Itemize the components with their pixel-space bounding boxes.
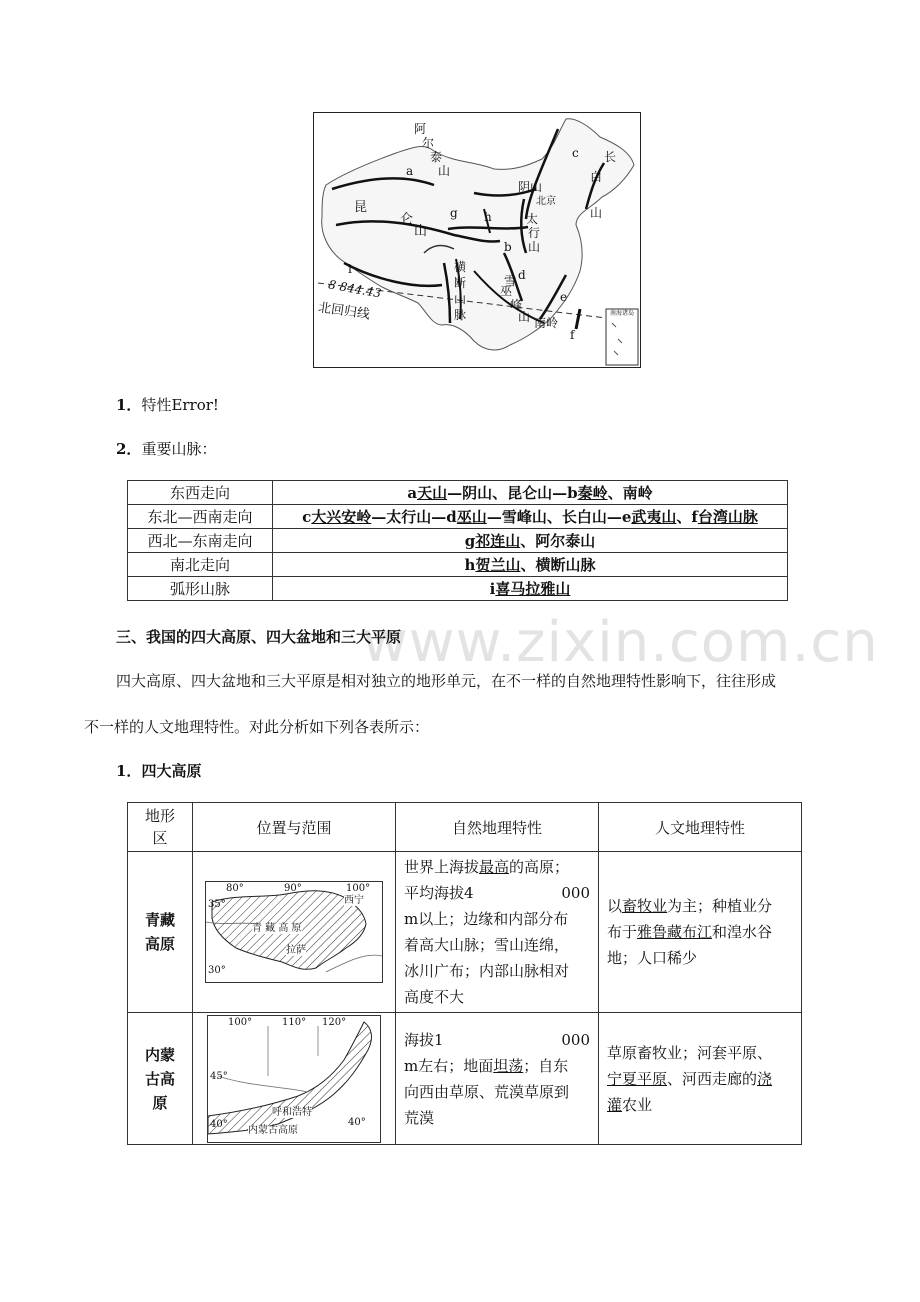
qinghai-tibet-map <box>205 881 383 983</box>
natural-line: m以上；边缘和内部分布 <box>404 910 569 928</box>
human-line: 布于雅鲁藏布江和湟水谷 <box>607 923 773 941</box>
map-label: 山 <box>454 292 467 306</box>
map-label: 80° <box>226 883 244 894</box>
map-label: 太 <box>526 212 539 226</box>
section3-heading: 三、我国的四大高原、四大盆地和三大平原 <box>116 628 402 646</box>
map-label: 35° <box>208 899 226 910</box>
item2-number: 2． <box>116 440 142 458</box>
map-label: 山 <box>438 164 451 178</box>
map-label: 昆 <box>354 200 368 215</box>
ranges-cell: c大兴安岭—太行山—d巫山—雪峰山、长白山—e武夷山、f台湾山脉 <box>273 505 788 529</box>
table-header-row <box>128 803 802 852</box>
natural-line: 世界上海拔最高的高原； <box>404 858 570 876</box>
human-features-cell <box>599 1013 802 1145</box>
map-label: 山 <box>518 310 531 324</box>
ranges-cell: a天山—阴山、昆仑山—b秦岭、南岭 <box>273 481 788 505</box>
map-label: 阴山 <box>518 180 543 194</box>
natural-line: 向西由草原、荒漠草原到 <box>404 1082 570 1101</box>
map-label: 拉萨 <box>286 945 306 956</box>
map-label: 尔 <box>422 136 435 150</box>
map-label: 内蒙古高原 <box>248 1124 298 1136</box>
table-row <box>128 553 788 577</box>
header-cell: 地形 区 <box>128 803 193 852</box>
map-label: 西宁 <box>344 895 364 906</box>
map-label: 30° <box>208 965 226 976</box>
ranges-cell: h贺兰山、横断山脉 <box>273 553 788 577</box>
item1-number: 1． <box>116 396 142 414</box>
map-label: h <box>484 210 492 224</box>
human-line: 草原畜牧业；河套平原、 <box>607 1043 773 1062</box>
map-label: 90° <box>284 883 302 894</box>
map-label: g <box>450 206 458 220</box>
direction-cell: 东西走向 <box>128 481 273 505</box>
item3 <box>116 762 201 780</box>
map-label: b <box>504 240 512 254</box>
natural-line: 着高大山脉；雪山连绵， <box>404 936 570 954</box>
map-label: 脉 <box>454 308 467 322</box>
ranges-cell: i喜马拉雅山 <box>273 577 788 601</box>
china-mountains-map <box>313 112 641 368</box>
map-label: 长 <box>604 150 617 164</box>
natural-features-cell <box>396 852 599 1013</box>
map-label: c <box>572 146 579 160</box>
map-label: a <box>406 164 414 178</box>
table-row <box>128 577 788 601</box>
ranges-cell: g祁连山、阿尔泰山 <box>273 529 788 553</box>
item1-text: 特性Error! <box>141 396 219 414</box>
map-label: 40° <box>210 1118 228 1130</box>
map-label: 南岭 <box>534 316 559 330</box>
map-label: i <box>348 262 352 276</box>
natural-line: m左右；地面坦荡；自东 <box>404 1056 569 1075</box>
direction-cell: 弧形山脉 <box>128 577 273 601</box>
map-label: 呼和浩特 <box>272 1106 312 1118</box>
map-label: 青 藏 高 原 <box>252 923 302 934</box>
natural-line: 荒漠 <box>404 1108 435 1127</box>
map-label: 行 <box>528 226 541 240</box>
header-cell: 位置与范围 <box>193 803 396 852</box>
table-row <box>128 529 788 553</box>
human-features-cell <box>599 852 802 1013</box>
map-label: 山 <box>528 240 541 254</box>
section3-paragraph-line1: 四大高原、四大盆地和三大平原是相对独立的地形单元，在不一样的自然地理特性影响下，往往形成 <box>116 672 777 690</box>
map-label: 北京 <box>536 196 556 207</box>
natural-line: 海拔1 000 <box>404 1030 590 1049</box>
map-label: 山 <box>590 206 603 220</box>
table-row <box>128 852 802 1013</box>
item1 <box>116 396 219 414</box>
header-cell: 自然地理特性 <box>396 803 599 852</box>
map-label: 45° <box>210 1070 228 1082</box>
natural-line: 平均海拔4 000 <box>404 884 590 902</box>
map-label: 白 <box>590 170 603 184</box>
map-label: 北回归线 <box>317 300 371 323</box>
table-row <box>128 481 788 505</box>
item2-text: 重要山脉： <box>141 440 217 458</box>
map-label: d <box>518 268 526 282</box>
map-label: 南海诸岛 <box>610 310 635 317</box>
map-label: f <box>570 328 575 342</box>
map-label: 横 <box>454 260 467 274</box>
natural-features-cell <box>396 1013 599 1145</box>
map-label: 雪 <box>504 274 517 288</box>
natural-line: 高度不大 <box>404 988 465 1006</box>
direction-cell: 南北走向 <box>128 553 273 577</box>
map-label: 40° <box>348 1116 366 1128</box>
location-map-cell <box>193 852 396 1013</box>
map-label: 100° <box>346 883 371 894</box>
table-row <box>128 1013 802 1145</box>
map-label: 泰 <box>430 150 443 164</box>
map-label: 峰 <box>510 298 523 312</box>
natural-line: 冰川广布；内部山脉相对 <box>404 962 570 980</box>
human-line: 地；人口稀少 <box>607 949 698 967</box>
human-line: 宁夏平原、河西走廊的浇 <box>607 1069 773 1088</box>
watermark: www.zixin.com.cn <box>362 610 879 675</box>
human-line: 以畜牧业为主；种植业分 <box>607 897 773 915</box>
map-label: 8 844.43 <box>327 277 383 301</box>
table-row <box>128 505 788 529</box>
location-map-cell <box>193 1013 396 1145</box>
plateau-table <box>127 802 802 1145</box>
item3-text: 四大高原 <box>141 762 202 780</box>
map-label: 100° <box>228 1016 253 1028</box>
item2 <box>116 440 216 458</box>
region-name: 青藏 高原 <box>128 852 193 1013</box>
direction-cell: 东北—西南走向 <box>128 505 273 529</box>
map-label: 120° <box>322 1016 347 1028</box>
map-label: 阿 <box>414 122 427 136</box>
direction-cell: 西北—东南走向 <box>128 529 273 553</box>
header-cell: 人文地理特性 <box>599 803 802 852</box>
region-name: 内蒙 古高 原 <box>128 1013 193 1145</box>
map-label: 山 <box>414 224 428 239</box>
inner-mongolia-map <box>207 1015 381 1143</box>
map-label: 110° <box>282 1016 307 1028</box>
mountains-table <box>127 480 788 601</box>
map-drawing <box>314 113 640 367</box>
section3-paragraph-line2: 不一样的人文地理特性。对此分析如下列各表所示： <box>84 718 430 736</box>
map-label: 巫 <box>500 284 513 298</box>
item3-number: 1． <box>116 762 142 780</box>
map-label: e <box>560 290 568 304</box>
human-line: 灌农业 <box>607 1095 653 1114</box>
map-label: 断 <box>454 276 467 290</box>
map-label: 仑 <box>400 212 414 227</box>
